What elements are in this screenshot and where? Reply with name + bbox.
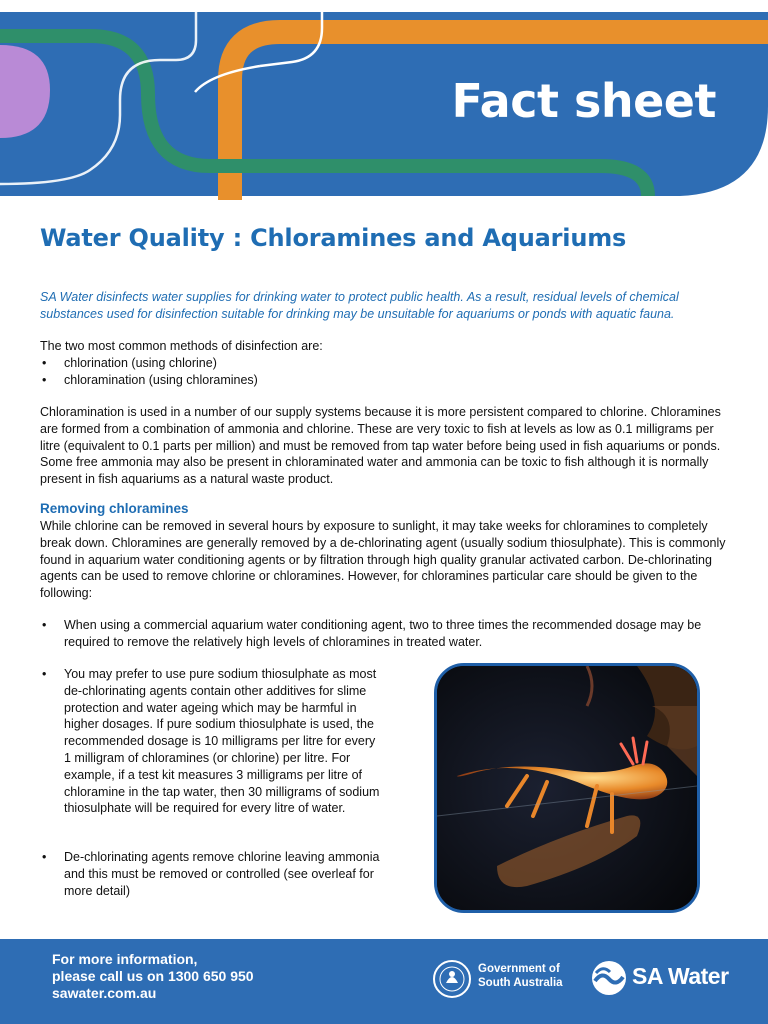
contact-line-1: For more information, — [52, 951, 198, 967]
footer-bar — [0, 939, 768, 1024]
list-item: • De-chlorinating agents remove chlorine leaving ammonia and this must be removed or controlled (see overleaf for more detail) — [40, 849, 380, 899]
chloramination-paragraph: Chloramination is used in a number of our supply systems because it is more persistent compared to chlorine. Chloramines are formed from a combination of ammonia and chlorine. These are very toxic to fish at levels as low as 0.1 milligrams per litre (equivalent to 0.1 parts per million) and must be removed from tap water before being used in fish aquariums or ponds. Some free ammonia may also be present in chloraminated water and ammonia can be toxic to fish although it is normally present in fish aquariums as a natural waste product. — [40, 405, 721, 487]
contact-website-link[interactable]: sawater.com.au — [52, 985, 157, 1001]
sa-water-wave-icon — [590, 959, 628, 997]
coat-of-arms-icon — [432, 959, 472, 999]
contact-phone[interactable]: please call us on 1300 650 950 — [52, 968, 254, 984]
tips-list-2 — [40, 666, 380, 817]
sa-water-brand-text: SA Water — [632, 963, 729, 989]
list-item: • chlorination (using chlorine) — [40, 355, 730, 372]
removing-paragraph: While chlorine can be removed in several hours by exposure to sunlight, it may take weeks for chloramines to completely break down. Chloramines are generally removed by a de-chlorinating agent (usually sodium thiosulphate). This is commonly found in aquarium water conditioning agents or by filtration through high quality granular activated carbon. De-chlorinating agents can be used to remove chlorine or chloramines. However, for chloramines particular care should be given to the following: — [40, 519, 726, 601]
tips-list-3 — [40, 849, 380, 899]
list-item: • chloramination (using chloramines) — [40, 372, 730, 389]
fact-sheet-banner — [0, 0, 768, 200]
list-item: • When using a commercial aquarium water conditioning agent, two to three times the recommended dosage may be required to remove the relatively high levels of chloramines in treated water. — [40, 617, 730, 651]
removing-chloramines-heading: Removing chloramines — [40, 501, 189, 516]
intro-paragraph: SA Water disinfects water supplies for drinking water to protect public health. As a result, residual levels of chemical substances used for disinfection suitable for drinking may be unsuitable for aquariums or ponds with aquatic fauna. — [40, 290, 679, 321]
list-item: • You may prefer to use pure sodium thiosulphate as most de-chlorinating agents contain other additives for slime protection and water ageing which may be harmful in higher dosages. If pure sodium thiosulphate is used, the recommended dosage is 10 milligrams per litre for every 1 milligram of chloramines (or chlorine) per litre. For example, if a test kit measures 3 milligrams per litre of chloramine in the tap water, then 30 milligrams of sodium thiosulphate will be required for every litre of water. — [40, 666, 380, 817]
axolotl-image — [437, 666, 697, 910]
government-sa-logo — [432, 955, 582, 1005]
methods-list — [40, 355, 730, 389]
methods-lead: The two most common methods of disinfection are: — [40, 339, 323, 353]
contact-info — [52, 951, 254, 1002]
government-text — [478, 962, 563, 990]
gov-line-2: South Australia — [478, 977, 563, 989]
banner-title: Fact sheet — [451, 74, 716, 128]
methods-section — [40, 338, 730, 388]
tips-list — [40, 617, 730, 651]
gov-line-1: Government of — [478, 963, 560, 975]
axolotl-photo — [434, 663, 700, 913]
document-title: Water Quality : Chloramines and Aquariums — [40, 224, 627, 252]
sa-water-logo — [590, 953, 740, 1005]
